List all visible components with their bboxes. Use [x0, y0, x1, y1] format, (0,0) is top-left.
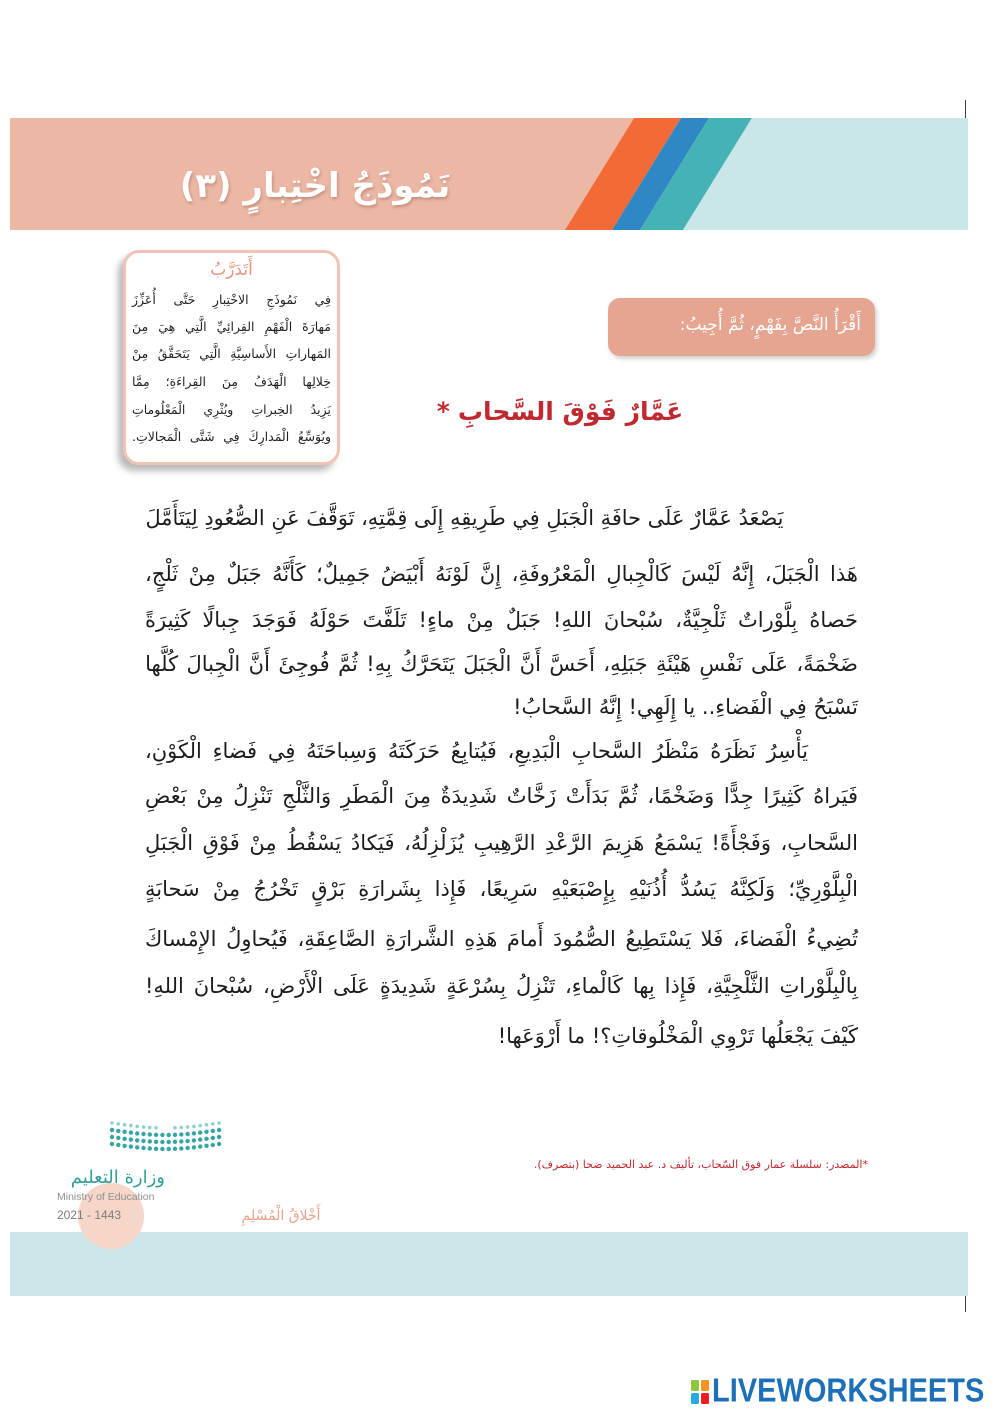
logo-dot: [110, 1128, 114, 1132]
logo-dot: [185, 1146, 189, 1150]
story-line: [145, 600, 858, 640]
logo-dot: [129, 1137, 133, 1141]
logo-dot: [173, 1126, 177, 1130]
logo-dot: [192, 1145, 196, 1149]
logo-dot: [186, 1125, 190, 1129]
logo-dot: [135, 1125, 139, 1129]
logo-dot: [148, 1139, 152, 1143]
logo-dot: [129, 1130, 133, 1134]
logo-dot: [135, 1138, 139, 1142]
logo-dot: [154, 1140, 158, 1144]
logo-dot: [198, 1130, 202, 1134]
story-line: [145, 919, 858, 959]
logo-dot: [148, 1132, 152, 1136]
practice-line-text: مَهارَةَ الْفَهْمِ القِرائِيِّ الَّتِي هِيَ مِنَ: [132, 319, 331, 334]
logo-dot: [179, 1132, 183, 1136]
logo-dot: [198, 1144, 202, 1148]
logo-dot: [211, 1143, 215, 1147]
lesson-header: [10, 118, 968, 230]
story-line-text: بِالْبِلَّوْراتِ الثَّلْجِيَّةِ، فَإِذا بِها كَالْماءِ، تَنْزِلُ بِسُرْعَةٍ شَدِيدَةٍ عَلَى الْأَرْضِ، سُبْحانَ اللهِ!: [145, 974, 858, 998]
logo-dot: [198, 1124, 202, 1128]
source-footnote: *المصدر: سلسلة عمار فوق السّحاب، تأليف د. عبد الحميد ضحا (بتصرف).: [533, 1158, 868, 1171]
story-title-text: عَمَّارٌ فَوْقَ السَّحابِ: [457, 397, 684, 426]
logo-block-orange: [701, 1380, 709, 1391]
logo-dot: [129, 1144, 133, 1148]
logo-dot: [167, 1147, 171, 1151]
practice-line: [132, 342, 331, 366]
logo-dot: [185, 1139, 189, 1143]
logo-dot: [192, 1125, 196, 1129]
logo-dot: [211, 1122, 215, 1126]
instruction-text: أَقْرَأُ النَّصَّ بِفَهْمٍ، ثُمَّ أُجِيبُ:: [679, 315, 861, 335]
logo-dot: [173, 1140, 177, 1144]
story-line: [145, 776, 858, 816]
story-line: [145, 869, 858, 909]
ministry-logo-mark: [108, 1118, 226, 1158]
story-line: [145, 731, 808, 771]
logo-dot: [211, 1136, 215, 1140]
page-title: نَمُوذَجُ اخْتِبارٍ (٣): [179, 166, 451, 206]
logo-dot: [122, 1130, 126, 1134]
story-line: [145, 687, 858, 727]
logo-dot: [217, 1121, 221, 1125]
practice-line-text: خِلالِها الْهَدَفُ مِنَ القِراءَةِ؛ مِمَّا: [132, 374, 331, 389]
logo-dot: [205, 1123, 209, 1127]
logo-dot: [217, 1135, 221, 1139]
logo-dot: [204, 1137, 208, 1141]
logo-dot: [122, 1137, 126, 1141]
logo-dot: [116, 1136, 120, 1140]
instruction-banner: [608, 298, 875, 356]
logo-dot: [192, 1138, 196, 1142]
logo-dot: [167, 1140, 171, 1144]
logo-dot: [110, 1142, 114, 1146]
footnote-marker: *: [436, 397, 450, 426]
logo-dot: [135, 1145, 139, 1149]
practice-line-text: يَزِيدُ الخِبراتِ ويُثْرِي الْمَعْلُوماتِ: [131, 402, 331, 417]
story-line: [145, 966, 858, 1006]
practice-line: [132, 315, 331, 339]
practice-line: [132, 398, 331, 422]
unit-title: أَخْلاقُ الْمُسْلِمِ: [241, 1208, 321, 1224]
logo-dot: [141, 1139, 145, 1143]
logo-dot: [116, 1129, 120, 1133]
liveworksheets-logo-icon[interactable]: [690, 1378, 710, 1406]
ministry-name-arabic: وزارة التعليم: [70, 1167, 165, 1188]
story-title: [430, 390, 690, 434]
practice-line-text: فِي نَمُوذَجِ الاخْتِبارِ حَتَّى أُعَزِّزَ: [132, 292, 331, 307]
logo-dot: [142, 1125, 146, 1129]
logo-dot: [135, 1131, 139, 1135]
story-line: [145, 498, 783, 538]
logo-block-red: [701, 1393, 709, 1404]
logo-dot: [217, 1128, 221, 1132]
logo-dot: [160, 1147, 164, 1151]
logo-dot: [173, 1147, 177, 1151]
logo-dot: [179, 1139, 183, 1143]
story-line-text: تَسْبَحُ فِي الْفَضاءِ.. يا إِلَهِي! إِنَّهُ السَّحابُ!: [513, 695, 858, 719]
story-line-text: هَذا الْجَبَلَ، إِنَّهُ لَيْسَ كَالْجِبالِ الْمَعْرُوفَةِ، إِنَّ لَوْنَهُ أَبْيَضُ جَمِيلٌ؛ كَأَنَّهُ جَبَلٌ مِنْ ثَلْجٍ،: [144, 562, 858, 586]
logo-dot: [211, 1129, 215, 1133]
logo-dot: [160, 1140, 164, 1144]
practice-line: [132, 370, 331, 394]
logo-dot: [167, 1133, 171, 1137]
logo-dot: [217, 1142, 221, 1146]
logo-dot: [154, 1126, 158, 1130]
story-line: [145, 823, 858, 863]
story-line-text: فَيَراهُ كَثِيرًا جِدًّا وَضَخْمًا، ثُمَّ بَدَأَتْ زَخَّاتٌ شَدِيدَةٌ مِنَ الْمَطَرِ وَالثَّلْجِ تَنْزِلُ مِنْ بَعْضِ: [144, 784, 858, 808]
story-line: [145, 1016, 858, 1056]
story-line-text: حَصاهُ بِلَّوْراتٌ ثَلْجِيَّةٌ، سُبْحانَ اللهِ! جَبَلٌ مِنْ ماءٍ! تَلَفَّتَ حَوْلَهُ فَوَجَدَ جِبالًا كَثِيرَةً: [145, 608, 858, 632]
logo-dot: [173, 1133, 177, 1137]
story-line-text: كَيْفَ يَجْعَلُها تَرْوِي الْمَخْلُوقاتِ؟! ما أَرْوَعَها!: [497, 1024, 858, 1048]
logo-dot: [180, 1126, 184, 1130]
logo-block-green: [691, 1380, 699, 1391]
practice-line-text: المَهاراتِ الأَساسِيَّةِ الَّتِي يَتَحَقَّقُ مِنْ: [132, 346, 331, 361]
logo-dot: [141, 1146, 145, 1150]
logo-dot: [141, 1132, 145, 1136]
story-line-text: يَصْعَدُ عَمَّارٌ عَلَى حافَةِ الْجَبَلِ فِي طَرِيقِهِ إِلَى قِمَّتِهِ، تَوَقَّفَ عَنِ الصُّعُودِ لِيَتَأَمَّلَ: [145, 506, 783, 530]
story-line-text: السَّحابِ، وَفَجْأَةً! يَسْمَعُ هَزِيمَ الرَّعْدِ الرَّهِيبِ يُزَلْزِلُهُ، فَيَكادُ يَسْقُطُ مِنْ فَوْقِ الْجَبَلِ: [145, 831, 858, 855]
logo-dot: [110, 1135, 114, 1139]
story-line-text: يَأْسِرُ نَظَرَهُ مَنْظَرُ السَّحابِ الْبَدِيعِ، فَيُتابِعُ حَرَكَتَهُ وَسِباحَتَهُ فِي فَضاءِ الْكَوْنِ،: [144, 739, 808, 763]
logo-dot: [148, 1146, 152, 1150]
logo-dot: [110, 1121, 114, 1125]
logo-dot: [122, 1144, 126, 1148]
logo-block-blue: [691, 1393, 699, 1404]
practice-line: [132, 288, 331, 312]
ministry-name-english: Ministry of Education: [57, 1191, 155, 1203]
practice-heading: أَتَدَرَّبُ: [210, 260, 253, 280]
story-line-text: ضَخْمَةً، عَلَى نَفْسِ هَيْئَةِ جَبَلِهِ، أَحَسَّ أَنَّ الْجَبَلَ يَتَحَرَّكُ بِهِ! ثُمَّ فُوجِئَ أَنَّ الْجِبالَ كُلَّها: [145, 652, 858, 676]
practice-line: [132, 425, 331, 449]
liveworksheets-brand-link[interactable]: LIVEWORKSHEETS: [712, 1372, 985, 1410]
story-line: [145, 644, 858, 684]
logo-dot: [148, 1126, 152, 1130]
logo-dot: [185, 1132, 189, 1136]
logo-dot: [160, 1133, 164, 1137]
logo-dot: [116, 1143, 120, 1147]
logo-dot: [198, 1137, 202, 1141]
logo-dot: [179, 1146, 183, 1150]
logo-dot: [204, 1144, 208, 1148]
logo-dot: [129, 1124, 133, 1128]
story-line-text: الْبِلَّوْرِيِّ؛ وَلَكِنَّهُ يَسُدُّ أُذُنَيْهِ بِإِصْبَعَيْهِ سَرِيعًا، فَإِذا بِشَرارَةِ بَرْقٍ تَخْرُجُ مِنْ سَحابَةٍ: [144, 877, 858, 901]
footer-band: [10, 1232, 968, 1296]
logo-dot: [123, 1123, 127, 1127]
story-line: [145, 554, 858, 594]
logo-dot: [204, 1130, 208, 1134]
logo-dot: [154, 1133, 158, 1137]
edition-years: 2021 - 1443: [57, 1208, 122, 1222]
logo-dot: [154, 1147, 158, 1151]
logo-dot: [192, 1131, 196, 1135]
logo-dot: [117, 1122, 121, 1126]
practice-line-text: ويُوَسِّعُ الْمَدارِكَ فِي شَتَّى الْمَجالاتِ.: [132, 429, 331, 444]
practice-tip-box: [123, 250, 340, 465]
story-line-text: تُضِيءُ الْفَضاءَ، فَلا يَسْتَطِيعُ الصُّمُودَ أَمامَ هَذِهِ الشَّرارَةِ الصَّاعِقَةِ، فَيُحاوِلُ الإِمْساكَ: [145, 927, 858, 951]
